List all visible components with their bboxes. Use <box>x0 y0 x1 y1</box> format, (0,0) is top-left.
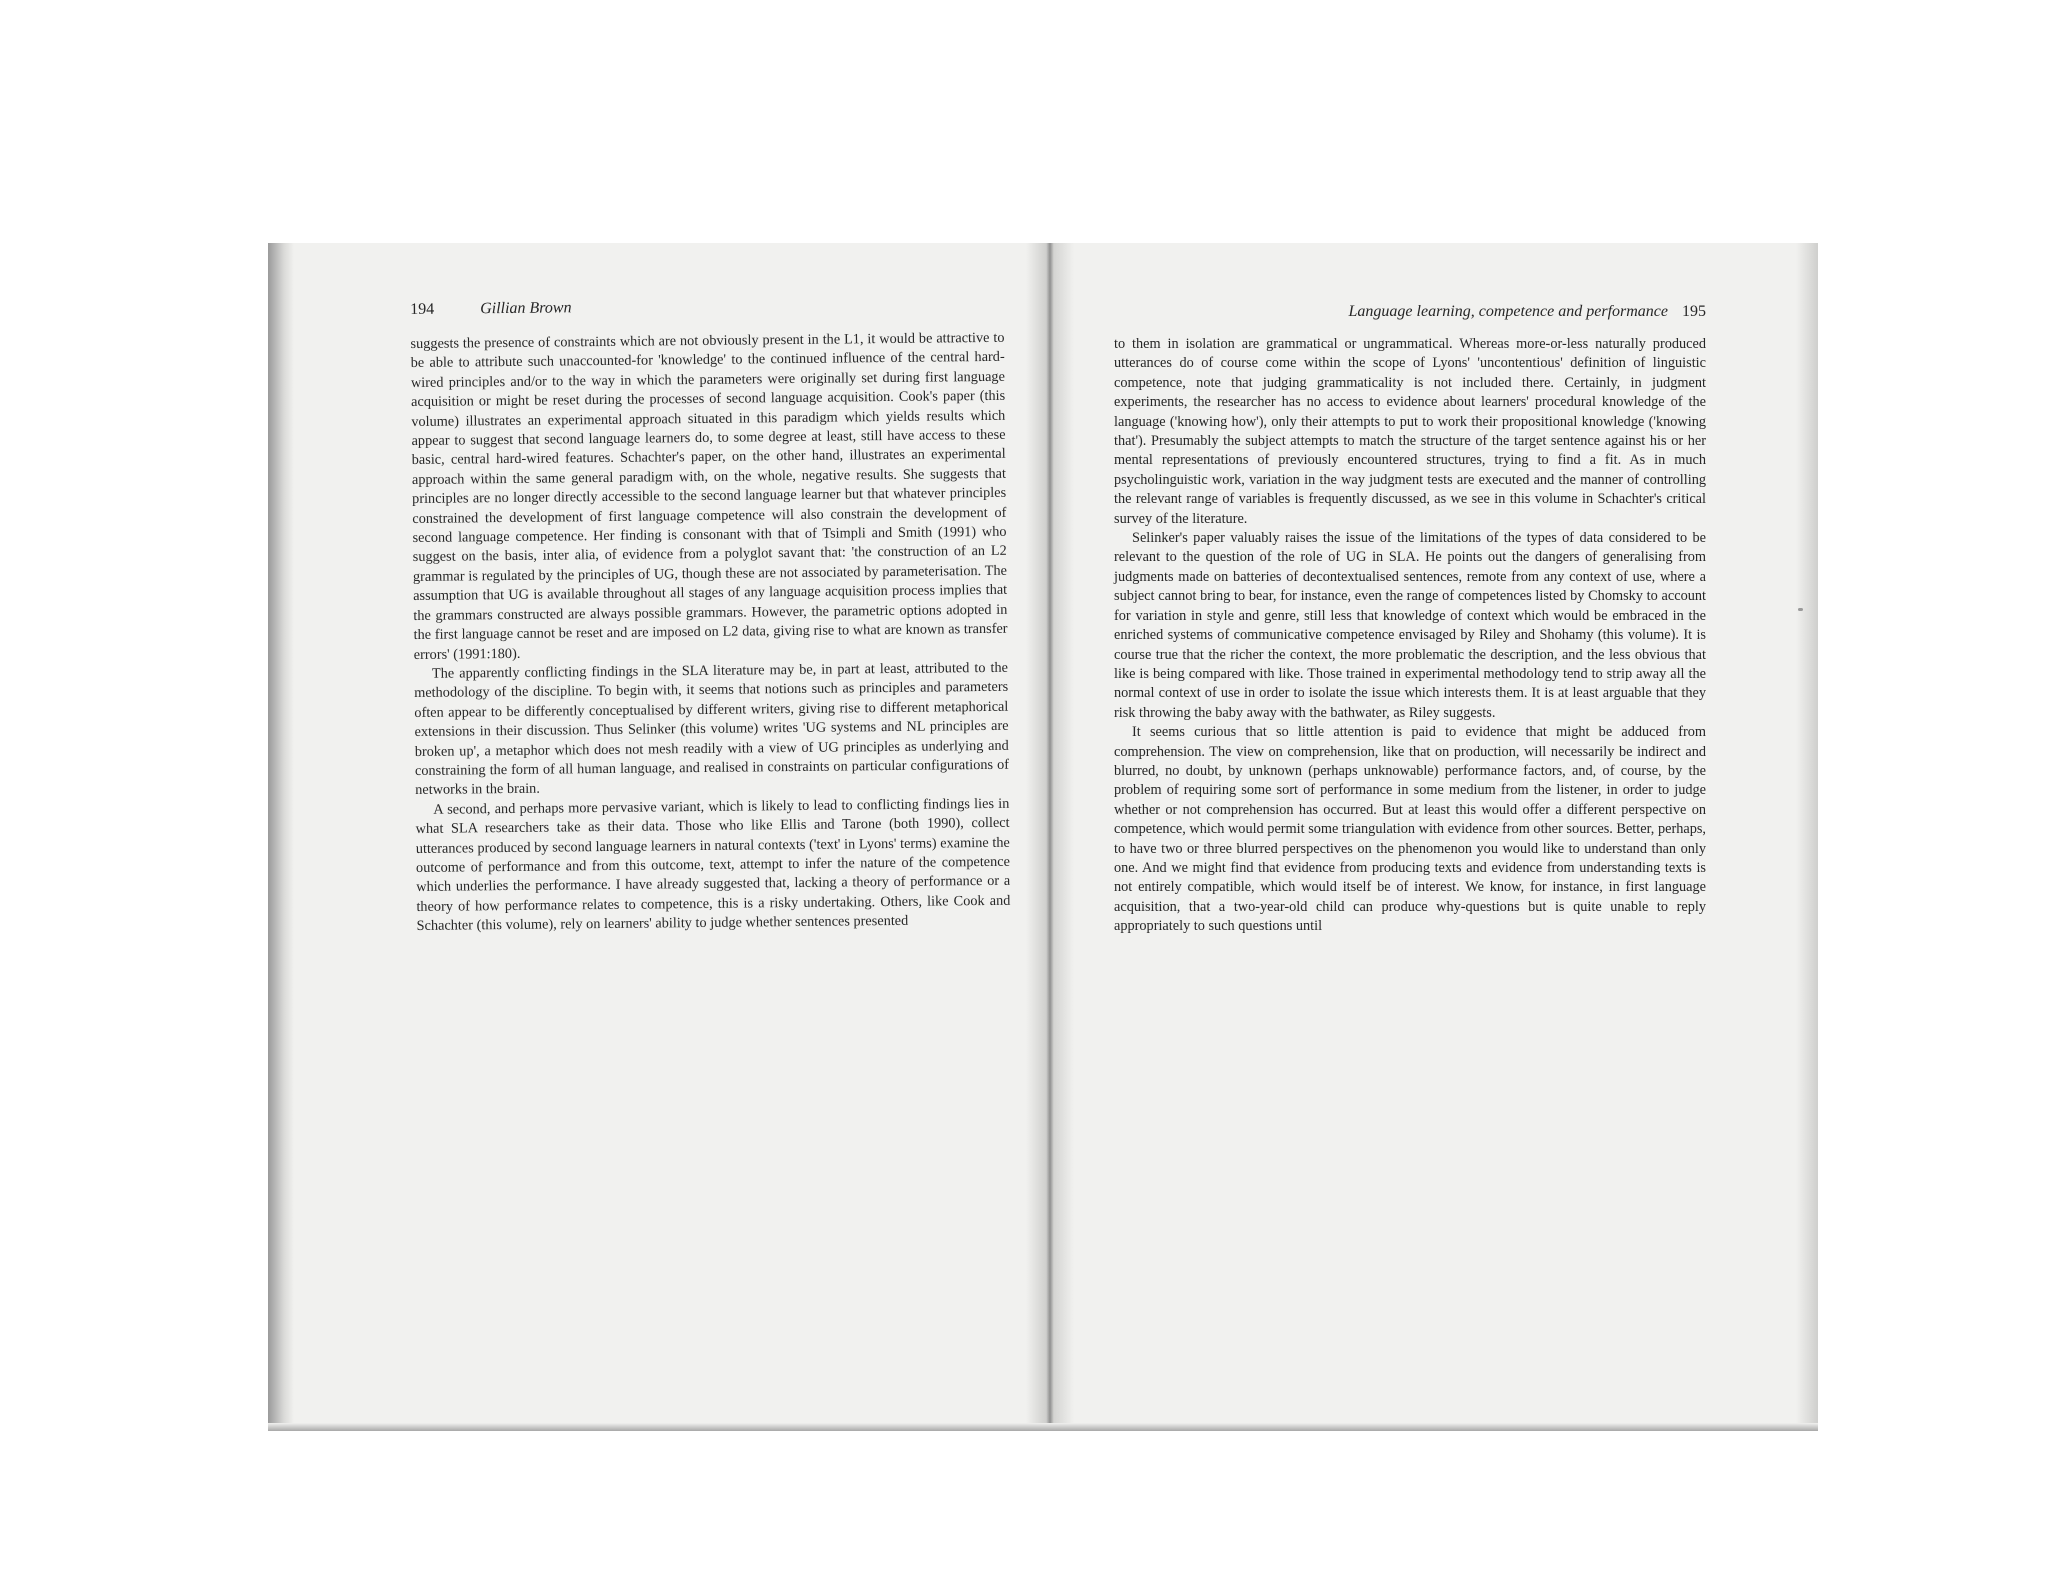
left-paragraph-2: The apparently conflicting findings in the SLA literature may be, in part at least, attributed to the methodology of the discipline. To begin with, it seems that notions such as principles and parameters often appear to be differently conceptualised by different writers, giving rise to different metaphorical extensions in their discussion. Thus Selinker (this volume) writes 'UG systems and NL principles are broken up', a metaphor which does not mesh readily with a view of UG principles as underlying and constraining the form of all human language, and realised in constraints on particular configurations of networks in the brain. <box>414 659 1010 799</box>
left-page-number: 194 <box>410 300 435 318</box>
book-gutter <box>1026 243 1074 1431</box>
right-page-body <box>1114 335 1706 937</box>
left-running-head: Gillian Brown <box>480 299 572 318</box>
right-paragraph-2: Selinker's paper valuably raises the issue of the limitations of the types of data considered to be relevant to the question of the role of UG in SLA. He points out the dangers of generalising from judgments made on batteries of decontextualised sentences, remote from any context of use, where a subject cannot bring to bear, for instance, even the range of competences listed by Chomsky to account for variation in style and genre, still less that knowledge of context which would be embraced in the enriched systems of communicative competence envisaged by Riley and Shohamy (this volume). It is course true that the richer the context, the more problematic the description, and the less obvious that like is being compared with like. Those trained in experimental methodology tend to strip away all the normal context of use in order to isolate the issue which interests them. It is at least arguable that they risk throwing the baby away with the bathwater, as Riley suggests. <box>1114 530 1706 721</box>
bottom-edge-shadow <box>268 1423 1818 1431</box>
left-page-body <box>410 329 1010 937</box>
left-paragraph-1: suggests the presence of constraints which are not obviously present in the L1, it would be attractive to be able to attribute such unaccounted-for 'knowledge' to the continued influence of the central hard-wired principles and/or to the way in which the parameters were originally set during first language acquisition or might be reset during the processes of second language acquisition. Cook's paper (this volume) illustrates an experimental approach situated in this paradigm which yields results which appear to suggest that second language learners do, to some degree at least, still have access to these basic, central hard-wired features. Schachter's paper, on the other hand, illustrates an experimental approach within the same general paradigm with, on the whole, negative results. She suggests that principles are no longer directly accessible to the second language learner but that whatever principles constrained the development of first language competence will also constrain the development of second language competence. Her finding is consonant with that of Tsimpli and Smith (1991) who suggest on the basis, inter alia, of evidence from a polyglot savant that: 'the construction of an L2 grammar is regulated by the principles of UG, though these are not associated by parameterisation. The assumption that UG is available throughout all stages of any language acquisition process implies that the grammars constructed are always possible grammars. However, the parametric options adopted in the first language cannot be reset and are imposed on L2 data, giving rise to what are known as transfer errors' (1991:180). <box>410 329 1008 663</box>
left-page-header <box>410 289 1004 323</box>
right-paragraph-3: It seems curious that so little attention is paid to evidence that might be adduced from comprehension. The view on comprehension, like that on production, will necessarily be indirect and blurred, no doubt, by unknown (perhaps unknowable) performance factors, and, of course, by the problem of requiring some sort of performance in some medium from the listener, in order to judge whether or not comprehension has occurred. But at least this would offer a different perspective on competence, which would permit some triangulation with evidence from other sources. Better, perhaps, to have two or three blurred perspectives on the phenomenon you would like to understand than only one. And we might find that evidence from producing texts and evidence from understanding texts is not entirely compatible, which would itself be of interest. We know, for instance, in first language acquisition, that a two-year-old child can produce why-questions but is quite unable to reply appropriately to such questions until <box>1114 724 1706 935</box>
left-page-edge-shadow <box>268 243 294 1431</box>
left-page <box>410 289 1011 937</box>
right-page-edge-shadow <box>1796 243 1818 1431</box>
right-page <box>1114 295 1706 937</box>
left-paragraph-3: A second, and perhaps more pervasive variant, which is likely to lead to conflicting findings lies in what SLA researchers take as their data. Those who like Ellis and Tarone (both 1990), collect utterances produced by second language learners in natural contexts ('text' in Lyons' terms) examine the outcome of performance and from this outcome, text, attempt to infer the nature of the competence which underlies the performance. I have already suggested that, lacking a theory of performance or a theory of how performance relates to competence, this is a risky undertaking. Others, like Cook and Schachter (this volume), rely on learners' ability to judge whether sentences presented <box>415 795 1011 935</box>
right-running-head: Language learning, competence and performance <box>1348 303 1668 320</box>
right-page-number: 195 <box>1682 303 1706 320</box>
scan-speck <box>1798 608 1803 611</box>
book-spread <box>268 243 1818 1431</box>
right-paragraph-1: to them in isolation are grammatical or ungrammatical. Whereas more-or-less naturally produced utterances do of course come within the scope of Lyons' 'uncontentious' definition of linguistic competence, note that judging grammaticality is not included there. Certainly, in judgment experiments, the researcher has no access to evidence about learners' procedural knowledge of the language ('knowing how'), only their attempts to put to work their propositional knowledge ('knowing that'). Presumably the subject attempts to match the structure of the target sentence against his or her mental representations of previously encountered structures, trying to find a fit. As in much psycholinguistic work, variation in the way judgment tests are executed and the manner of controlling the relevant range of variables is frequently discussed, as we see in this volume in Schachter's critical survey of the literature. <box>1114 336 1706 527</box>
right-page-header <box>1114 295 1706 323</box>
